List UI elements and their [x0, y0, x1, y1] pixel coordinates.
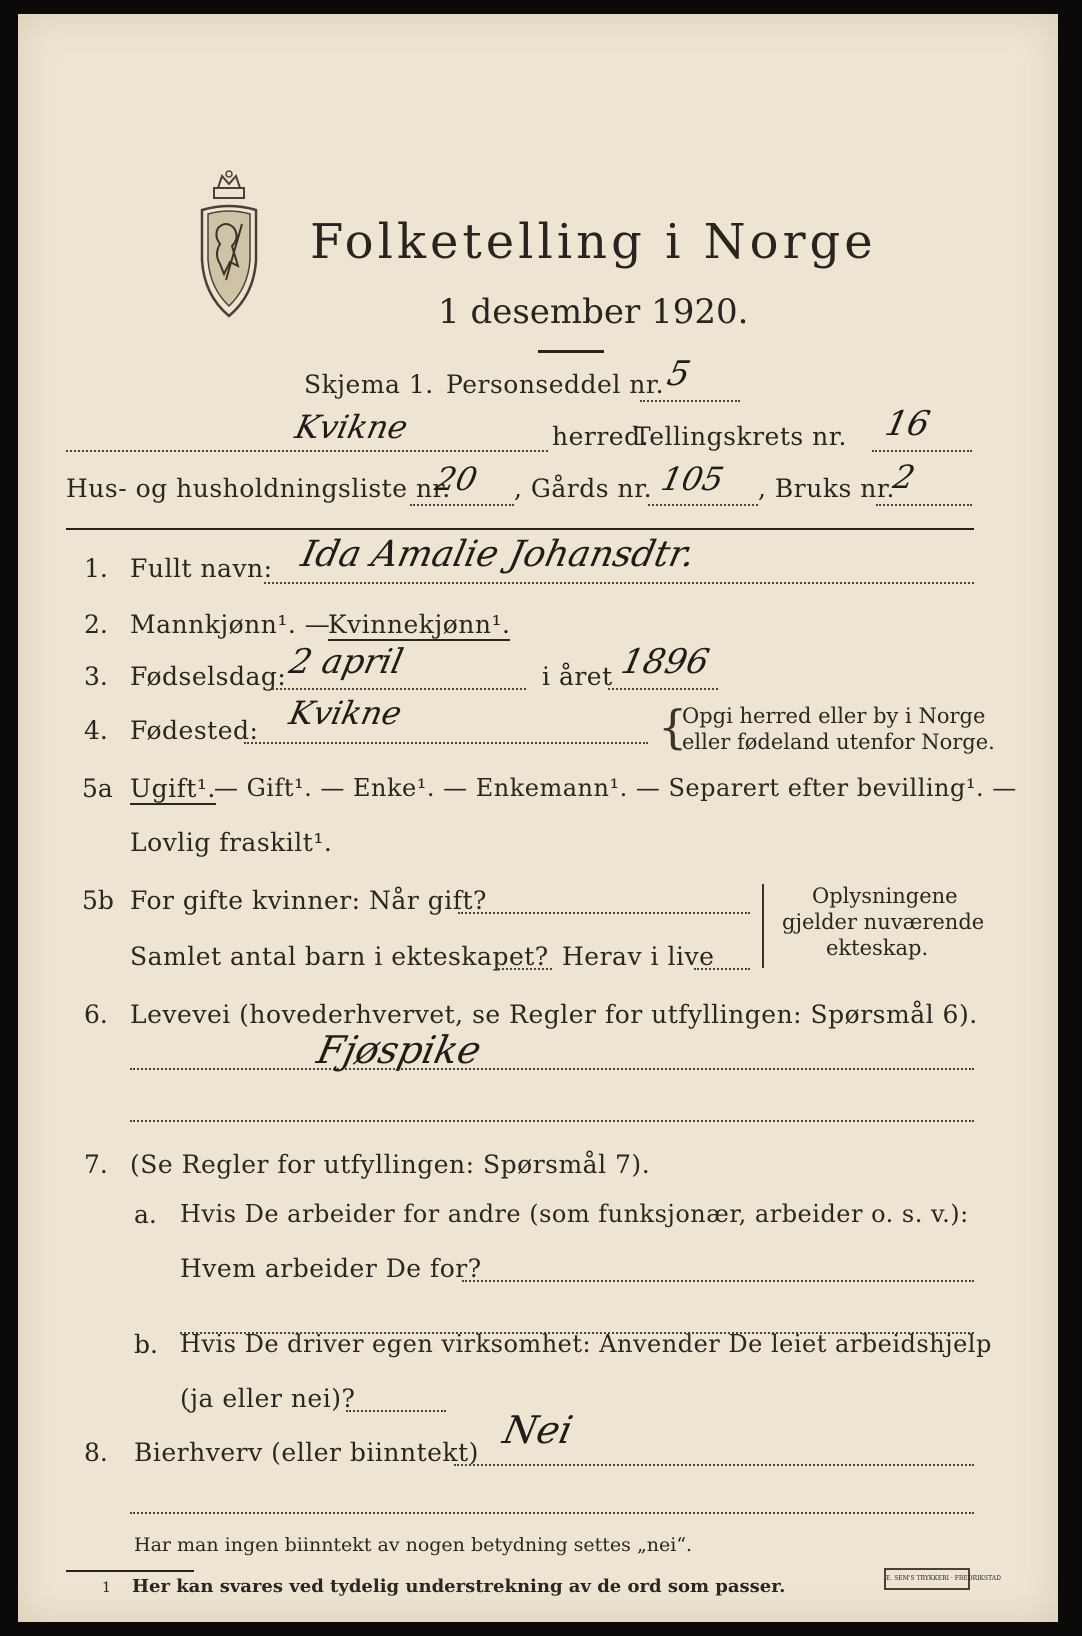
q3-year-value: 1896: [617, 642, 713, 682]
q7a-letter: a.: [134, 1200, 157, 1229]
q3-number: 3.: [84, 662, 108, 691]
q8-line-2: [130, 1512, 974, 1514]
q6-number: 6.: [84, 1000, 108, 1029]
personseddel-value: 5: [663, 354, 694, 394]
q5a-number: 5a: [82, 774, 113, 803]
q1-label: Fullt navn:: [130, 554, 273, 583]
footer-note: Har man ingen biinntekt av nogen betydning settes „nei“.: [134, 1534, 693, 1556]
q1-number: 1.: [84, 554, 108, 583]
q5b-number: 5b: [82, 886, 114, 915]
bruks-line: [876, 504, 972, 506]
q5a-ugift: Ugift¹.: [130, 774, 216, 803]
q7b-line-2: (ja eller nei)?: [180, 1384, 356, 1413]
q1-value: Ida Amalie Johansdtr.: [297, 534, 699, 575]
q5b-line-1-dots: [458, 912, 750, 914]
form-title: Folketelling i Norge: [310, 214, 877, 270]
gards-label: , Gårds nr.: [514, 474, 653, 503]
herred-label: herred.: [552, 422, 650, 451]
hus-label: Hus- og husholdningsliste nr.: [66, 474, 451, 503]
q4-value: Kvikne: [285, 694, 406, 732]
header-rule: [66, 528, 974, 530]
q1-line: [264, 582, 974, 584]
title-divider: [538, 350, 604, 353]
q5b-line-2b: Herav i live: [562, 942, 715, 971]
q4-note-2: eller fødeland utenfor Norge.: [682, 730, 995, 754]
q6-line-2: [130, 1120, 974, 1122]
q8-line: [454, 1464, 974, 1466]
census-form: [18, 14, 1058, 1622]
q7-label: (Se Regler for utfyllingen: Spørsmål 7).: [130, 1150, 651, 1179]
q8-label: Bierhverv (eller biinntekt): [134, 1438, 479, 1467]
coat-of-arms-icon: [188, 170, 270, 320]
q7b-letter: b.: [134, 1330, 158, 1359]
personseddel-line: [640, 400, 740, 402]
q5b-note-1: Oplysningene: [812, 884, 958, 908]
form-date: 1 desember 1920.: [438, 292, 749, 332]
q3-value: 2 april: [285, 642, 407, 682]
herred-value: Kvikne: [291, 408, 412, 446]
q4-number: 4.: [84, 716, 108, 745]
q7a-line-2: Hvem arbeider De for?: [180, 1254, 482, 1283]
q7b-line-1: Hvis De driver egen virksomhet: Anvender De leiet arbeidshjelp: [180, 1330, 992, 1358]
hus-line: [410, 504, 514, 506]
q5b-line-2a: Samlet antal barn i ekteskapet?: [130, 942, 549, 971]
q6-value: Fjøspike: [313, 1028, 486, 1072]
q2-kvinne: Kvinnekjønn¹.: [328, 610, 511, 639]
hus-value: 20: [431, 460, 481, 498]
q4-label: Fødested:: [130, 716, 259, 745]
q5b-bracket: [762, 884, 764, 968]
tellingskrets-label: Tellingskrets nr.: [634, 422, 847, 451]
tellingskrets-line: [872, 450, 972, 452]
q5a-line-2: Lovlig fraskilt¹.: [130, 828, 333, 857]
skjema-label: Skjema 1.: [304, 370, 434, 399]
q3-year-label: i året: [542, 662, 613, 691]
q5b-note-3: ekteskap.: [826, 936, 929, 960]
gards-line: [648, 504, 758, 506]
herred-line: [66, 450, 548, 452]
q3-year-line: [608, 688, 718, 690]
q3-label: Fødselsdag:: [130, 662, 287, 691]
bruks-label: , Bruks nr.: [758, 474, 895, 503]
footer-rule: [66, 1570, 194, 1572]
tellingskrets-value: 16: [881, 404, 934, 444]
q6-line-1: [130, 1068, 974, 1070]
personseddel-label: Personseddel nr.: [446, 370, 665, 399]
q5b-line-2a-dots: [498, 968, 552, 970]
q7-number: 7.: [84, 1150, 108, 1179]
q5b-line-2b-dots: [694, 968, 750, 970]
q5b-note-2: gjelder nuværende: [782, 910, 985, 934]
q7a-line-2-dots: [462, 1280, 974, 1282]
gards-value: 105: [657, 460, 728, 498]
q6-label: Levevei (hovederhvervet, se Regler for utfyllingen: Spørsmål 6).: [130, 1000, 978, 1029]
q7a-line-1: Hvis De arbeider for andre (som funksjonær, arbeider o. s. v.):: [180, 1200, 969, 1228]
q2-number: 2.: [84, 610, 108, 639]
bruks-value: 2: [889, 458, 919, 496]
q7b-line-2-dots: [346, 1410, 446, 1412]
q8-value: Nei: [499, 1408, 577, 1452]
printer-stamp: E. SEM'S TRYKKERI · FREDRIKSTAD: [884, 1568, 970, 1590]
footnote-mark: 1: [102, 1580, 111, 1596]
q3-line: [272, 688, 526, 690]
q4-line: [244, 742, 648, 744]
q5a-options: — Gift¹. — Enke¹. — Enkemann¹. — Separert efter bevilling¹. —: [214, 774, 1017, 802]
q5b-line-1: For gifte kvinner: Når gift?: [130, 886, 487, 915]
q2-mann: Mannkjønn¹. —: [130, 610, 331, 639]
footnote-text: Her kan svares ved tydelig understrekning av de ord som passer.: [132, 1576, 786, 1597]
q4-note-1: Opgi herred eller by i Norge: [682, 704, 986, 728]
q4-brace: {: [658, 700, 688, 754]
q8-number: 8.: [84, 1438, 108, 1467]
